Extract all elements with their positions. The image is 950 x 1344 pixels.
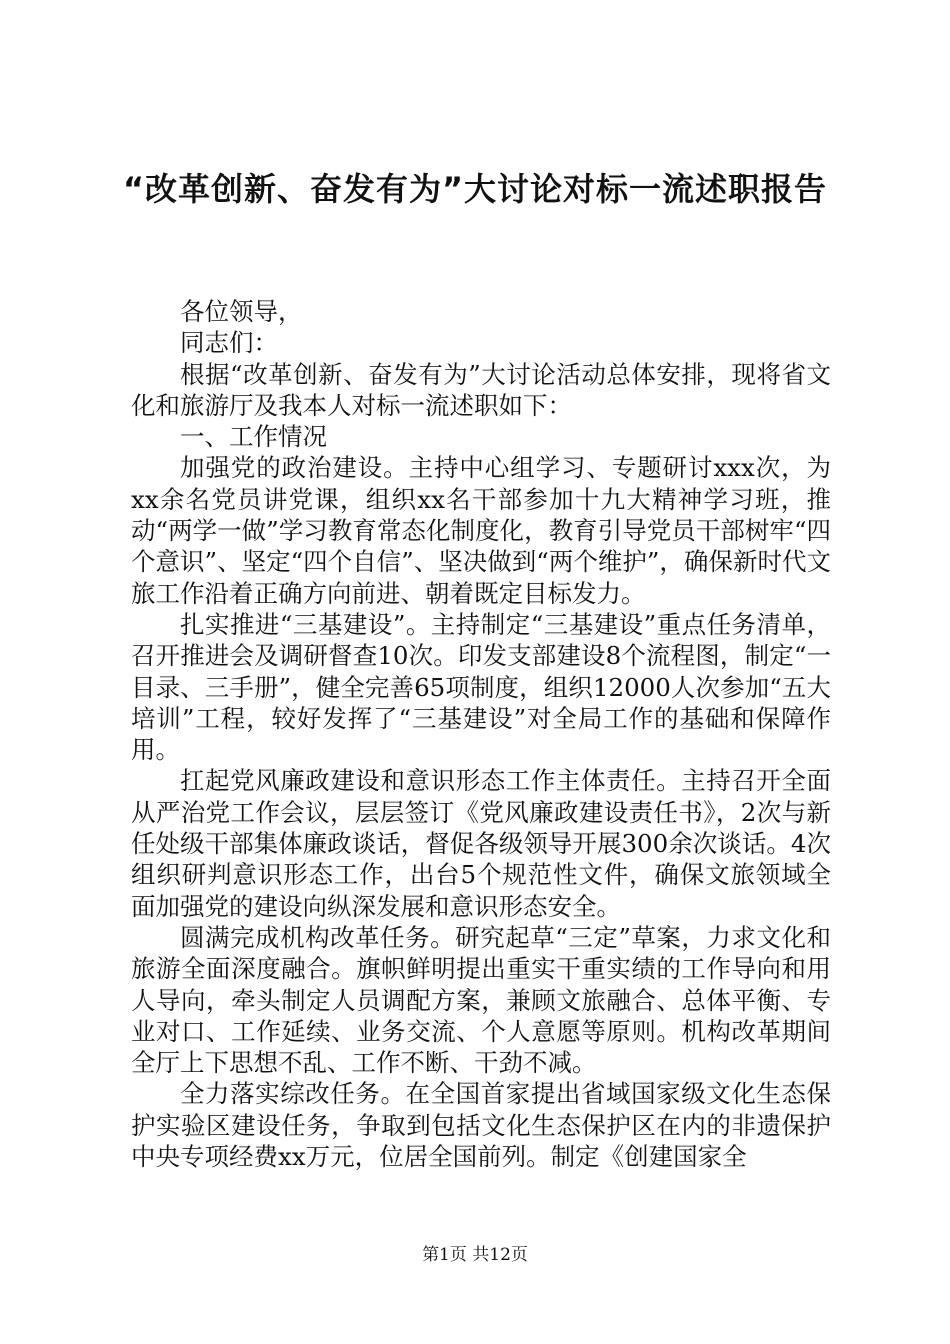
section-heading: 一、工作情况 [180, 422, 327, 452]
body-paragraph: 扛起党风廉政建设和意识形态工作主体责任。主持召开全面从严治党工作会议，层层签订《党风廉政建设责任书》，2次与新任处级干部集体廉政谈话，督促各级领导开展300余次谈话。4次组织研判意识形态工作，出台5个规范性文件，确保文旅领域全面加强党的建设向纵深发展和意识形态安全。 [131, 766, 831, 921]
intro-paragraph: 根据“改革创新、奋发有为”大讨论活动总体安排，现将省文化和旅游厅及我本人对标一流述职如下： [131, 359, 831, 420]
body-paragraph: 全力落实综改任务。在全国首家提出省域国家级文化生态保护实验区建设任务，争取到包括文化生态保护区在内的非遗保护中央专项经费xx万元，位居全国前列。制定《创建国家全 [131, 1079, 831, 1172]
body-paragraph: 圆满完成机构改革任务。研究起草“三定”草案，力求文化和旅游全面深度融合。旗帜鲜明提出重实干重实绩的工作导向和用人导向，牵头制定人员调配方案，兼顾文旅融合、总体平衡、专业对口、工作延续、业务交流、个人意愿等原则。机构改革期间全厅上下思想不乱、工作不断、干劲不减。 [131, 922, 831, 1078]
body-paragraph: 扎实推进“三基建设”。主持制定“三基建设”重点任务清单，召开推进会及调研督查10次。印发支部建设8个流程图，制定“一目录、三手册”，健全完善65项制度，组织12000人次参加“五大培训”工程，较好发挥了“三基建设”对全局工作的基础和保障作用。 [131, 609, 831, 765]
document-title: “改革创新、奋发有为”大讨论对标一流述职报告 [122, 170, 828, 208]
salutation-comrades: 同志们： [180, 328, 278, 358]
salutation-leaders: 各位领导， [180, 297, 303, 326]
body-paragraph: 加强党的政治建设。主持中心组学习、专题研讨xxx次，为xx余名党员讲党课，组织xx名干部参加十九大精神学习班，推动“两学一做”学习教育常态化制度化，教育引导党员干部树牢“四个意识”、坚定“四个自信”、坚决做到“两个维护”，确保新时代文旅工作沿着正确方向前进、朝着既定目标发力。 [131, 453, 831, 608]
page-footer: 第1页 共12页 [422, 1245, 528, 1265]
document-body [131, 296, 831, 1172]
